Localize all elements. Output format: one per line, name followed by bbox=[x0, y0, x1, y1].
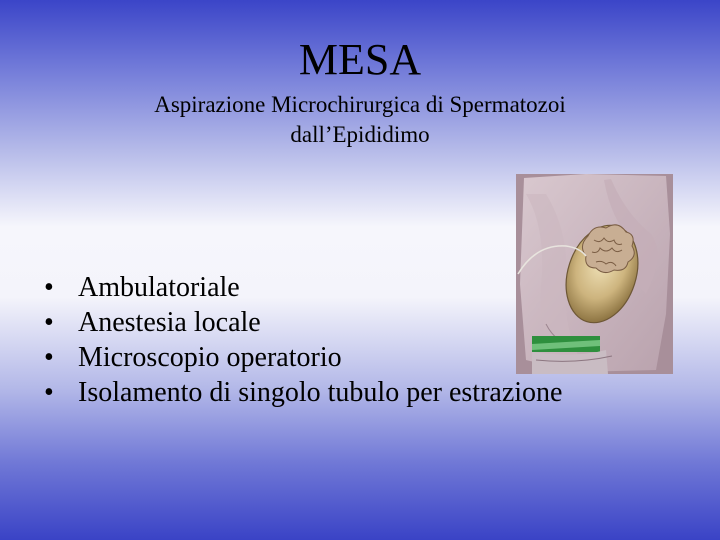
bullet-marker: • bbox=[44, 377, 54, 408]
bullet-text: Anestesia locale bbox=[78, 307, 261, 338]
list-item bbox=[44, 375, 562, 410]
subtitle-line-2: dall’Epididimo bbox=[290, 122, 430, 147]
slide-title: MESA bbox=[298, 35, 422, 84]
bullet-text: Microscopio operatorio bbox=[78, 342, 342, 373]
subtitle-line-1: Aspirazione Microchirurgica di Spermatozoi bbox=[154, 92, 566, 117]
bullet-marker: • bbox=[44, 272, 54, 303]
list-item bbox=[44, 340, 562, 375]
list-item bbox=[44, 305, 562, 340]
bullet-text: Isolamento di singolo tubulo per estrazione bbox=[78, 377, 563, 408]
bullet-text: Ambulatoriale bbox=[78, 272, 240, 303]
bullet-list bbox=[44, 270, 562, 410]
bullet-marker: • bbox=[44, 307, 54, 338]
list-item bbox=[44, 270, 562, 305]
slide-subtitle bbox=[60, 90, 660, 150]
bullet-marker: • bbox=[44, 342, 54, 373]
